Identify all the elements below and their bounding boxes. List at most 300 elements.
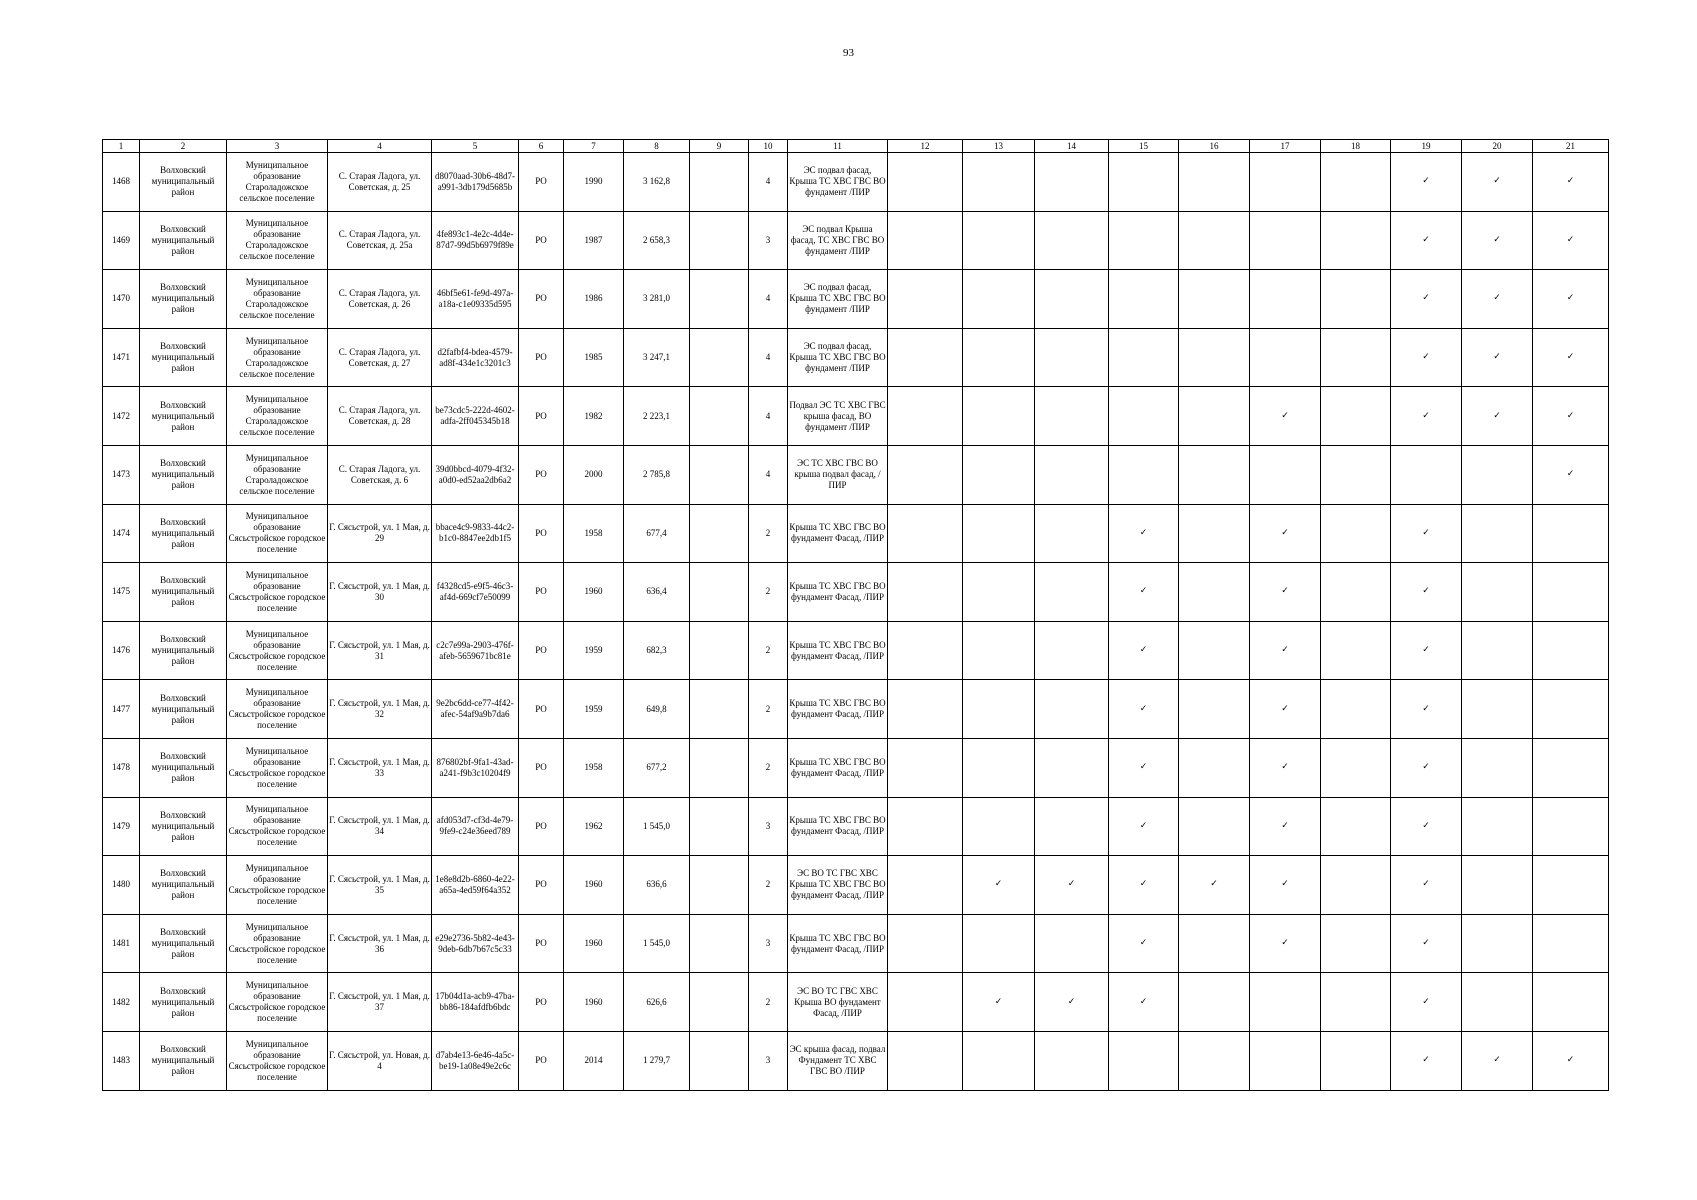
municipality-cell: Муниципальное образование Сясьстройское городское поселение <box>227 621 328 680</box>
empty-check-cell <box>1109 1031 1179 1090</box>
guid-cell: 4fe893c1-4e2c-4d4e-87d7-99d5b6979f89e <box>432 211 519 270</box>
empty-check-cell <box>963 563 1035 622</box>
empty-check-cell <box>1250 270 1321 329</box>
empty-check-cell <box>1250 1031 1321 1090</box>
district-cell: Волховский муниципальный район <box>140 621 227 680</box>
empty-check-cell <box>1321 504 1391 563</box>
area-cell: 3 281,0 <box>624 270 690 329</box>
empty-check-cell <box>1035 328 1109 387</box>
area-cell: 649,8 <box>624 680 690 739</box>
works-cell: Крыша ТС ХВС ГВС ВО фундамент Фасад, /ПИР <box>788 504 888 563</box>
check-mark-icon: ✓ <box>1250 563 1321 622</box>
empty-check-cell <box>1321 270 1391 329</box>
column-number-header: 6 <box>519 140 564 153</box>
column-number-header: 21 <box>1533 140 1609 153</box>
empty-check-cell <box>1250 973 1321 1032</box>
empty-check-cell <box>1462 621 1533 680</box>
empty-cell <box>690 914 749 973</box>
district-cell: Волховский муниципальный район <box>140 738 227 797</box>
area-cell: 2 658,3 <box>624 211 690 270</box>
type-cell: РО <box>519 973 564 1032</box>
district-cell: Волховский муниципальный район <box>140 797 227 856</box>
year-cell: 1962 <box>564 797 624 856</box>
guid-cell: 876802bf-9fa1-43ad-a241-f9b3c10204f9 <box>432 738 519 797</box>
municipality-cell: Муниципальное образование Сясьстройское городское поселение <box>227 1031 328 1090</box>
municipality-cell: Муниципальное образование Сясьстройское городское поселение <box>227 856 328 915</box>
empty-check-cell <box>963 387 1035 446</box>
empty-check-cell <box>963 328 1035 387</box>
table-row <box>103 445 1609 504</box>
register-table <box>102 139 1609 1091</box>
row-number-cell: 1477 <box>103 680 140 739</box>
year-cell: 1960 <box>564 914 624 973</box>
column-number-header: 13 <box>963 140 1035 153</box>
empty-check-cell <box>888 153 963 212</box>
table-row <box>103 270 1609 329</box>
empty-check-cell <box>888 621 963 680</box>
area-cell: 1 279,7 <box>624 1031 690 1090</box>
guid-cell: d8070aad-30b6-48d7-a991-3db179d5685b <box>432 153 519 212</box>
address-cell: Г. Сясьстрой, ул. 1 Мая, д. 33 <box>328 738 432 797</box>
district-cell: Волховский муниципальный район <box>140 328 227 387</box>
empty-check-cell <box>888 387 963 446</box>
check-mark-icon: ✓ <box>1179 856 1250 915</box>
check-mark-icon: ✓ <box>1533 1031 1609 1090</box>
guid-cell: 39d0bbcd-4079-4f32-a0d0-ed52aa2db6a2 <box>432 445 519 504</box>
empty-cell <box>690 1031 749 1090</box>
empty-check-cell <box>1321 973 1391 1032</box>
empty-check-cell <box>1321 445 1391 504</box>
column-number-header: 4 <box>328 140 432 153</box>
empty-check-cell <box>888 328 963 387</box>
year-cell: 1985 <box>564 328 624 387</box>
type-cell: РО <box>519 211 564 270</box>
check-mark-icon: ✓ <box>1109 563 1179 622</box>
floors-cell: 3 <box>749 797 788 856</box>
check-mark-icon: ✓ <box>1391 211 1462 270</box>
district-cell: Волховский муниципальный район <box>140 153 227 212</box>
check-mark-icon: ✓ <box>1391 563 1462 622</box>
empty-cell <box>690 680 749 739</box>
address-cell: Г. Сясьстрой, ул. 1 Мая, д. 30 <box>328 563 432 622</box>
empty-cell <box>690 973 749 1032</box>
check-mark-icon: ✓ <box>1462 1031 1533 1090</box>
table-row <box>103 621 1609 680</box>
works-cell: Крыша ТС ХВС ГВС ВО фундамент Фасад, /ПИР <box>788 738 888 797</box>
empty-check-cell <box>1109 328 1179 387</box>
address-cell: С. Старая Ладога, ул. Советская, д. 26 <box>328 270 432 329</box>
floors-cell: 3 <box>749 914 788 973</box>
check-mark-icon: ✓ <box>1109 797 1179 856</box>
empty-check-cell <box>1321 797 1391 856</box>
row-number-cell: 1480 <box>103 856 140 915</box>
check-mark-icon: ✓ <box>1250 387 1321 446</box>
empty-check-cell <box>888 1031 963 1090</box>
floors-cell: 2 <box>749 738 788 797</box>
empty-check-cell <box>1462 445 1533 504</box>
empty-check-cell <box>1321 387 1391 446</box>
empty-check-cell <box>963 270 1035 329</box>
empty-check-cell <box>1321 328 1391 387</box>
check-mark-icon: ✓ <box>1109 621 1179 680</box>
guid-cell: afd053d7-cf3d-4e79-9fe9-c24e36eed789 <box>432 797 519 856</box>
column-number-header: 5 <box>432 140 519 153</box>
column-number-header: 17 <box>1250 140 1321 153</box>
empty-check-cell <box>963 797 1035 856</box>
municipality-cell: Муниципальное образование Сясьстройское городское поселение <box>227 973 328 1032</box>
type-cell: РО <box>519 270 564 329</box>
year-cell: 1960 <box>564 563 624 622</box>
year-cell: 1986 <box>564 270 624 329</box>
type-cell: РО <box>519 680 564 739</box>
works-cell: ЭС крыша фасад, подвал Фундамент ТС ХВС ГВС ВО /ПИР <box>788 1031 888 1090</box>
check-mark-icon: ✓ <box>1391 621 1462 680</box>
check-mark-icon: ✓ <box>1391 270 1462 329</box>
empty-check-cell <box>1109 387 1179 446</box>
check-mark-icon: ✓ <box>963 856 1035 915</box>
empty-check-cell <box>888 856 963 915</box>
district-cell: Волховский муниципальный район <box>140 211 227 270</box>
empty-check-cell <box>1179 680 1250 739</box>
table-row <box>103 563 1609 622</box>
empty-check-cell <box>1035 563 1109 622</box>
district-cell: Волховский муниципальный район <box>140 445 227 504</box>
check-mark-icon: ✓ <box>1391 153 1462 212</box>
type-cell: РО <box>519 621 564 680</box>
empty-check-cell <box>1035 680 1109 739</box>
municipality-cell: Муниципальное образование Сясьстройское городское поселение <box>227 563 328 622</box>
column-number-header: 8 <box>624 140 690 153</box>
empty-check-cell <box>963 621 1035 680</box>
area-cell: 2 785,8 <box>624 445 690 504</box>
address-cell: Г. Сясьстрой, ул. 1 Мая, д. 36 <box>328 914 432 973</box>
empty-cell <box>690 153 749 212</box>
check-mark-icon: ✓ <box>1250 856 1321 915</box>
row-number-cell: 1479 <box>103 797 140 856</box>
column-number-header: 14 <box>1035 140 1109 153</box>
column-number-header: 20 <box>1462 140 1533 153</box>
empty-check-cell <box>1035 153 1109 212</box>
floors-cell: 4 <box>749 387 788 446</box>
municipality-cell: Муниципальное образование Староладожское сельское поселение <box>227 270 328 329</box>
works-cell: Подвал ЭС ТС ХВС ГВС крыша фасад, ВО фундамент /ПИР <box>788 387 888 446</box>
check-mark-icon: ✓ <box>1250 797 1321 856</box>
empty-cell <box>690 797 749 856</box>
empty-check-cell <box>1533 973 1609 1032</box>
empty-check-cell <box>1250 445 1321 504</box>
page-number: 93 <box>843 47 854 59</box>
address-cell: С. Старая Ладога, ул. Советская, д. 27 <box>328 328 432 387</box>
district-cell: Волховский муниципальный район <box>140 973 227 1032</box>
empty-check-cell <box>888 973 963 1032</box>
row-number-cell: 1483 <box>103 1031 140 1090</box>
empty-cell <box>690 328 749 387</box>
municipality-cell: Муниципальное образование Староладожское сельское поселение <box>227 211 328 270</box>
district-cell: Волховский муниципальный район <box>140 680 227 739</box>
empty-check-cell <box>1179 914 1250 973</box>
check-mark-icon: ✓ <box>1391 680 1462 739</box>
table-row <box>103 211 1609 270</box>
area-cell: 3 247,1 <box>624 328 690 387</box>
empty-cell <box>690 445 749 504</box>
row-number-cell: 1471 <box>103 328 140 387</box>
empty-check-cell <box>888 445 963 504</box>
table-row <box>103 387 1609 446</box>
address-cell: Г. Сясьстрой, ул. 1 Мая, д. 31 <box>328 621 432 680</box>
row-number-cell: 1473 <box>103 445 140 504</box>
works-cell: Крыша ТС ХВС ГВС ВО фундамент Фасад, /ПИР <box>788 621 888 680</box>
check-mark-icon: ✓ <box>963 973 1035 1032</box>
municipality-cell: Муниципальное образование Сясьстройское городское поселение <box>227 797 328 856</box>
check-mark-icon: ✓ <box>1533 211 1609 270</box>
check-mark-icon: ✓ <box>1533 387 1609 446</box>
empty-check-cell <box>1321 856 1391 915</box>
floors-cell: 2 <box>749 973 788 1032</box>
year-cell: 1960 <box>564 973 624 1032</box>
type-cell: РО <box>519 328 564 387</box>
floors-cell: 4 <box>749 328 788 387</box>
floors-cell: 2 <box>749 621 788 680</box>
empty-check-cell <box>1179 973 1250 1032</box>
works-cell: ЭС подвал Крыша фасад, ТС ХВС ГВС ВО фундамент /ПИР <box>788 211 888 270</box>
empty-cell <box>690 856 749 915</box>
address-cell: Г. Сясьстрой, ул. 1 Мая, д. 29 <box>328 504 432 563</box>
empty-check-cell <box>1462 504 1533 563</box>
year-cell: 1987 <box>564 211 624 270</box>
floors-cell: 2 <box>749 856 788 915</box>
empty-check-cell <box>963 680 1035 739</box>
column-number-header: 19 <box>1391 140 1462 153</box>
year-cell: 1990 <box>564 153 624 212</box>
empty-check-cell <box>1321 738 1391 797</box>
empty-cell <box>690 504 749 563</box>
year-cell: 2014 <box>564 1031 624 1090</box>
check-mark-icon: ✓ <box>1391 797 1462 856</box>
empty-check-cell <box>1109 211 1179 270</box>
column-number-row <box>103 140 1609 153</box>
address-cell: С. Старая Ладога, ул. Советская, д. 25а <box>328 211 432 270</box>
empty-check-cell <box>1321 563 1391 622</box>
check-mark-icon: ✓ <box>1109 914 1179 973</box>
empty-check-cell <box>1533 504 1609 563</box>
district-cell: Волховский муниципальный район <box>140 914 227 973</box>
area-cell: 636,6 <box>624 856 690 915</box>
district-cell: Волховский муниципальный район <box>140 563 227 622</box>
check-mark-icon: ✓ <box>1391 738 1462 797</box>
address-cell: Г. Сясьстрой, ул. 1 Мая, д. 35 <box>328 856 432 915</box>
municipality-cell: Муниципальное образование Сясьстройское городское поселение <box>227 504 328 563</box>
check-mark-icon: ✓ <box>1250 680 1321 739</box>
empty-check-cell <box>1109 270 1179 329</box>
check-mark-icon: ✓ <box>1391 328 1462 387</box>
guid-cell: d2fafbf4-bdea-4579-ad8f-434e1c3201c3 <box>432 328 519 387</box>
works-cell: Крыша ТС ХВС ГВС ВО фундамент Фасад, /ПИР <box>788 914 888 973</box>
guid-cell: 46bf5e61-fe9d-497a-a18a-c1e09335d595 <box>432 270 519 329</box>
check-mark-icon: ✓ <box>1462 153 1533 212</box>
year-cell: 1959 <box>564 621 624 680</box>
type-cell: РО <box>519 914 564 973</box>
check-mark-icon: ✓ <box>1109 738 1179 797</box>
floors-cell: 2 <box>749 563 788 622</box>
works-cell: ЭС подвал фасад, Крыша ТС ХВС ГВС ВО фундамент /ПИР <box>788 328 888 387</box>
check-mark-icon: ✓ <box>1250 621 1321 680</box>
area-cell: 1 545,0 <box>624 797 690 856</box>
table-row <box>103 973 1609 1032</box>
empty-check-cell <box>888 738 963 797</box>
empty-check-cell <box>1533 797 1609 856</box>
empty-check-cell <box>1035 914 1109 973</box>
empty-check-cell <box>1179 621 1250 680</box>
column-number-header: 18 <box>1321 140 1391 153</box>
check-mark-icon: ✓ <box>1250 738 1321 797</box>
column-number-header: 9 <box>690 140 749 153</box>
empty-check-cell <box>888 504 963 563</box>
empty-cell <box>690 563 749 622</box>
empty-check-cell <box>1321 153 1391 212</box>
empty-check-cell <box>963 504 1035 563</box>
empty-check-cell <box>1035 797 1109 856</box>
empty-cell <box>690 621 749 680</box>
empty-check-cell <box>888 680 963 739</box>
address-cell: С. Старая Ладога, ул. Советская, д. 25 <box>328 153 432 212</box>
empty-check-cell <box>1179 445 1250 504</box>
table-row <box>103 738 1609 797</box>
empty-check-cell <box>1035 270 1109 329</box>
empty-check-cell <box>1533 856 1609 915</box>
empty-check-cell <box>1035 738 1109 797</box>
empty-cell <box>690 387 749 446</box>
area-cell: 626,6 <box>624 973 690 1032</box>
empty-check-cell <box>1109 153 1179 212</box>
empty-check-cell <box>1035 211 1109 270</box>
works-cell: ЭС ТС ХВС ГВС ВО крыша подвал фасад, /ПИР <box>788 445 888 504</box>
guid-cell: 1e8e8d2b-6860-4e22-a65a-4ed59f64a352 <box>432 856 519 915</box>
type-cell: РО <box>519 563 564 622</box>
type-cell: РО <box>519 738 564 797</box>
floors-cell: 4 <box>749 270 788 329</box>
district-cell: Волховский муниципальный район <box>140 856 227 915</box>
check-mark-icon: ✓ <box>1391 387 1462 446</box>
type-cell: РО <box>519 797 564 856</box>
empty-check-cell <box>963 445 1035 504</box>
empty-check-cell <box>1179 387 1250 446</box>
floors-cell: 2 <box>749 680 788 739</box>
check-mark-icon: ✓ <box>1109 680 1179 739</box>
empty-check-cell <box>1321 211 1391 270</box>
check-mark-icon: ✓ <box>1391 1031 1462 1090</box>
area-cell: 677,2 <box>624 738 690 797</box>
guid-cell: 17b04d1a-acb9-47ba-bb86-184afdfb6bdc <box>432 973 519 1032</box>
empty-check-cell <box>1179 270 1250 329</box>
works-cell: ЭС ВО ТС ГВС ХВС Крыша ТС ХВС ГВС ВО фундамент Фасад, /ПИР <box>788 856 888 915</box>
empty-check-cell <box>888 270 963 329</box>
column-number-header: 10 <box>749 140 788 153</box>
year-cell: 1960 <box>564 856 624 915</box>
municipality-cell: Муниципальное образование Сясьстройское городское поселение <box>227 914 328 973</box>
row-number-cell: 1469 <box>103 211 140 270</box>
empty-check-cell <box>888 563 963 622</box>
type-cell: РО <box>519 856 564 915</box>
empty-check-cell <box>963 153 1035 212</box>
area-cell: 2 223,1 <box>624 387 690 446</box>
year-cell: 2000 <box>564 445 624 504</box>
table-row <box>103 504 1609 563</box>
row-number-cell: 1478 <box>103 738 140 797</box>
check-mark-icon: ✓ <box>1533 328 1609 387</box>
empty-check-cell <box>1179 328 1250 387</box>
table-row <box>103 153 1609 212</box>
empty-check-cell <box>1250 211 1321 270</box>
year-cell: 1982 <box>564 387 624 446</box>
guid-cell: bbace4c9-9833-44c2-b1c0-8847ee2db1f5 <box>432 504 519 563</box>
year-cell: 1958 <box>564 738 624 797</box>
check-mark-icon: ✓ <box>1035 973 1109 1032</box>
empty-check-cell <box>1533 738 1609 797</box>
empty-check-cell <box>1179 504 1250 563</box>
district-cell: Волховский муниципальный район <box>140 1031 227 1090</box>
empty-check-cell <box>1035 387 1109 446</box>
district-cell: Волховский муниципальный район <box>140 387 227 446</box>
district-cell: Волховский муниципальный район <box>140 504 227 563</box>
empty-check-cell <box>1462 797 1533 856</box>
empty-check-cell <box>1179 211 1250 270</box>
works-cell: ЭС подвал фасад, Крыша ТС ХВС ГВС ВО фундамент /ПИР <box>788 270 888 329</box>
area-cell: 3 162,8 <box>624 153 690 212</box>
check-mark-icon: ✓ <box>1462 387 1533 446</box>
check-mark-icon: ✓ <box>1533 445 1609 504</box>
empty-check-cell <box>1035 1031 1109 1090</box>
row-number-cell: 1472 <box>103 387 140 446</box>
area-cell: 677,4 <box>624 504 690 563</box>
empty-check-cell <box>963 914 1035 973</box>
works-cell: Крыша ТС ХВС ГВС ВО фундамент Фасад, /ПИР <box>788 680 888 739</box>
empty-check-cell <box>1533 914 1609 973</box>
empty-check-cell <box>963 1031 1035 1090</box>
empty-check-cell <box>1179 563 1250 622</box>
empty-check-cell <box>1462 914 1533 973</box>
empty-check-cell <box>1321 914 1391 973</box>
guid-cell: be73cdc5-222d-4602-adfa-2ff045345b18 <box>432 387 519 446</box>
empty-check-cell <box>1179 738 1250 797</box>
type-cell: РО <box>519 445 564 504</box>
column-number-header: 15 <box>1109 140 1179 153</box>
row-number-cell: 1475 <box>103 563 140 622</box>
type-cell: РО <box>519 1031 564 1090</box>
floors-cell: 4 <box>749 445 788 504</box>
empty-check-cell <box>1250 153 1321 212</box>
column-number-header: 7 <box>564 140 624 153</box>
address-cell: С. Старая Ладога, ул. Советская, д. 6 <box>328 445 432 504</box>
empty-check-cell <box>1462 973 1533 1032</box>
empty-check-cell <box>1321 621 1391 680</box>
empty-check-cell <box>1533 563 1609 622</box>
check-mark-icon: ✓ <box>1462 211 1533 270</box>
column-number-header: 2 <box>140 140 227 153</box>
table-row <box>103 797 1609 856</box>
floors-cell: 4 <box>749 153 788 212</box>
municipality-cell: Муниципальное образование Староладожское сельское поселение <box>227 445 328 504</box>
address-cell: Г. Сясьстрой, ул. Новая, д. 4 <box>328 1031 432 1090</box>
guid-cell: f4328cd5-e9f5-46c3-af4d-669cf7e50099 <box>432 563 519 622</box>
table-row <box>103 856 1609 915</box>
column-number-header: 16 <box>1179 140 1250 153</box>
floors-cell: 3 <box>749 1031 788 1090</box>
type-cell: РО <box>519 387 564 446</box>
type-cell: РО <box>519 504 564 563</box>
table-row <box>103 680 1609 739</box>
check-mark-icon: ✓ <box>1462 328 1533 387</box>
municipality-cell: Муниципальное образование Староладожское сельское поселение <box>227 387 328 446</box>
